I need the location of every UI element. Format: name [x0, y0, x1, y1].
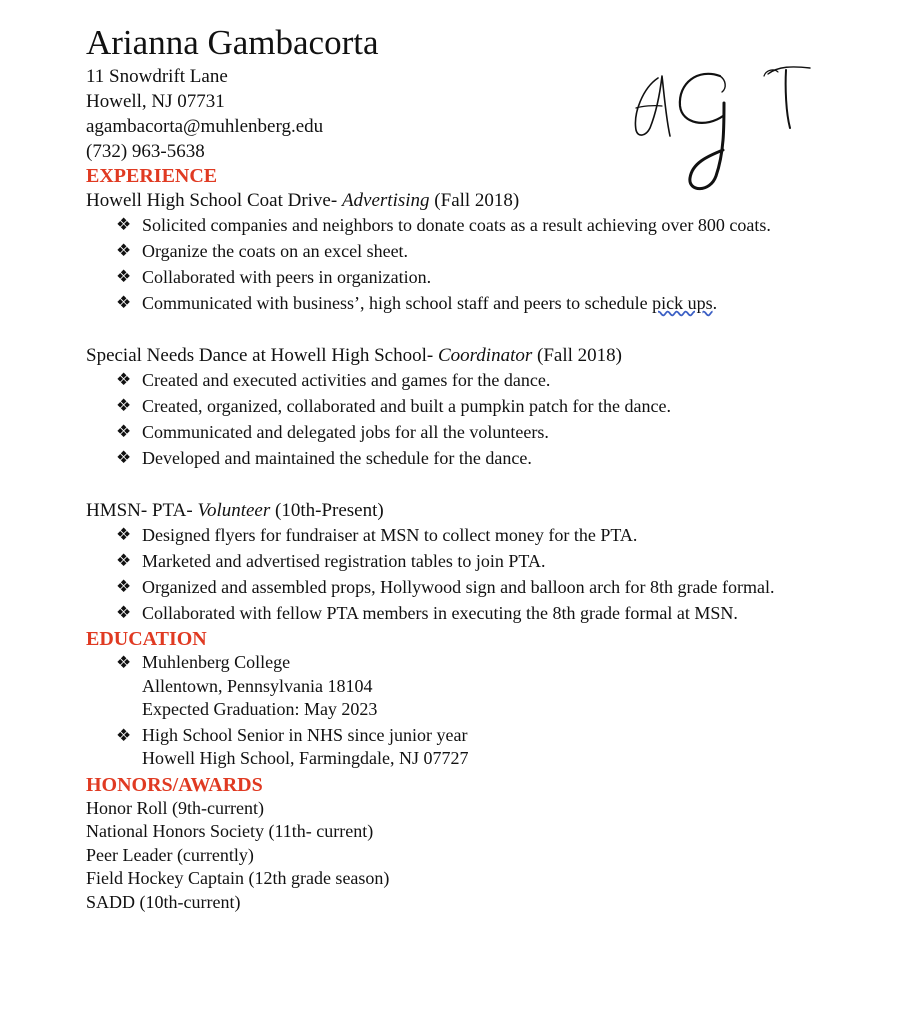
- email: agambacorta@muhlenberg.edu: [86, 116, 324, 137]
- address-line-1: 11 Snowdrift Lane: [86, 66, 228, 87]
- education-heading: EDUCATION: [86, 628, 207, 650]
- dance-bullets: [86, 368, 886, 470]
- coat-drive-bullets: [86, 213, 886, 315]
- list-item: ❖ Created and executed activities and games for the dance.: [116, 370, 551, 390]
- diamond-bullet-icon: ❖: [116, 603, 132, 622]
- entry-role: Volunteer: [197, 500, 271, 521]
- honors-heading: HONORS/AWARDS: [86, 773, 263, 796]
- diamond-bullet-icon: ❖: [116, 293, 132, 312]
- entry-period: (Fall 2018): [532, 345, 622, 366]
- list-item: SADD (10th-current): [86, 891, 241, 912]
- entry-org: Howell High School Coat Drive-: [86, 190, 342, 211]
- diamond-bullet-icon: ❖: [116, 653, 132, 672]
- diamond-bullet-icon: ❖: [116, 551, 132, 570]
- list-item: Honor Roll (9th-current): [86, 797, 264, 818]
- list-item: ❖ Marketed and advertised registration tables to join PTA.: [116, 551, 546, 571]
- entry-role: Advertising: [341, 190, 430, 211]
- list-item: ❖ Communicated and delegated jobs for all the volunteers.: [116, 422, 549, 442]
- entry-period: (10th-Present): [270, 500, 384, 521]
- entry-org: HMSN- PTA-: [86, 500, 198, 521]
- education-list: [86, 651, 886, 771]
- monogram-logo: [628, 58, 828, 198]
- diamond-bullet-icon: ❖: [116, 577, 132, 596]
- list-item: ❖ Designed flyers for fundraiser at MSN to collect money for the PTA.: [116, 525, 638, 545]
- entry-period: (Fall 2018): [429, 190, 520, 211]
- list-item: ❖ Organize the coats on an excel sheet.: [116, 241, 409, 261]
- list-item: ❖ High School Senior in NHS since junior year Howell High School, Farmingdale, NJ 07727: [116, 724, 469, 768]
- diamond-bullet-icon: ❖: [116, 215, 132, 234]
- list-item: ❖ Organized and assembled props, Hollywood sign and balloon arch for 8th grade formal.: [116, 577, 775, 597]
- diamond-bullet-icon: ❖: [116, 725, 132, 745]
- diamond-bullet-icon: ❖: [116, 241, 132, 260]
- diamond-bullet-icon: ❖: [116, 525, 132, 544]
- diamond-bullet-icon: ❖: [116, 267, 132, 286]
- entry-role: Coordinator: [437, 345, 533, 366]
- spellcheck-underline: pick ups: [652, 293, 713, 313]
- list-item: Peer Leader (currently): [86, 844, 254, 865]
- list-item: ❖ Created, organized, collaborated and built a pumpkin patch for the dance.: [116, 396, 671, 416]
- phone: (732) 963-5638: [86, 141, 205, 162]
- honors-list: [86, 797, 886, 915]
- list-item: ❖ Muhlenberg College Allentown, Pennsylvania 18104 Expected Graduation: May 2023: [116, 652, 378, 719]
- list-item: ❖ Solicited companies and neighbors to donate coats as a result achieving over 800 coats.: [116, 215, 771, 235]
- list-item: ❖ Developed and maintained the schedule for the dance.: [116, 448, 532, 468]
- diamond-bullet-icon: ❖: [116, 422, 132, 441]
- list-item: ❖ Communicated with business’, high school staff and peers to schedule pick ups.: [116, 293, 718, 313]
- entry-title-dance: [86, 343, 886, 368]
- pta-bullets: [86, 523, 886, 625]
- entry-org: Special Needs Dance at Howell High School-: [86, 345, 438, 366]
- list-item: Field Hockey Captain (12th grade season): [86, 868, 390, 888]
- diamond-bullet-icon: ❖: [116, 448, 132, 467]
- address-line-2: Howell, NJ 07731: [86, 91, 225, 112]
- experience-heading: EXPERIENCE: [86, 165, 218, 187]
- diamond-bullet-icon: ❖: [116, 396, 132, 415]
- list-item: ❖ Collaborated with fellow PTA members in executing the 8th grade formal at MSN.: [116, 603, 738, 623]
- applicant-name: Arianna Gambacorta: [86, 23, 379, 62]
- list-item: National Honors Society (11th- current): [86, 821, 374, 841]
- list-item: ❖ Collaborated with peers in organization.: [116, 267, 432, 287]
- diamond-bullet-icon: ❖: [116, 370, 132, 389]
- entry-title-pta: [86, 498, 886, 523]
